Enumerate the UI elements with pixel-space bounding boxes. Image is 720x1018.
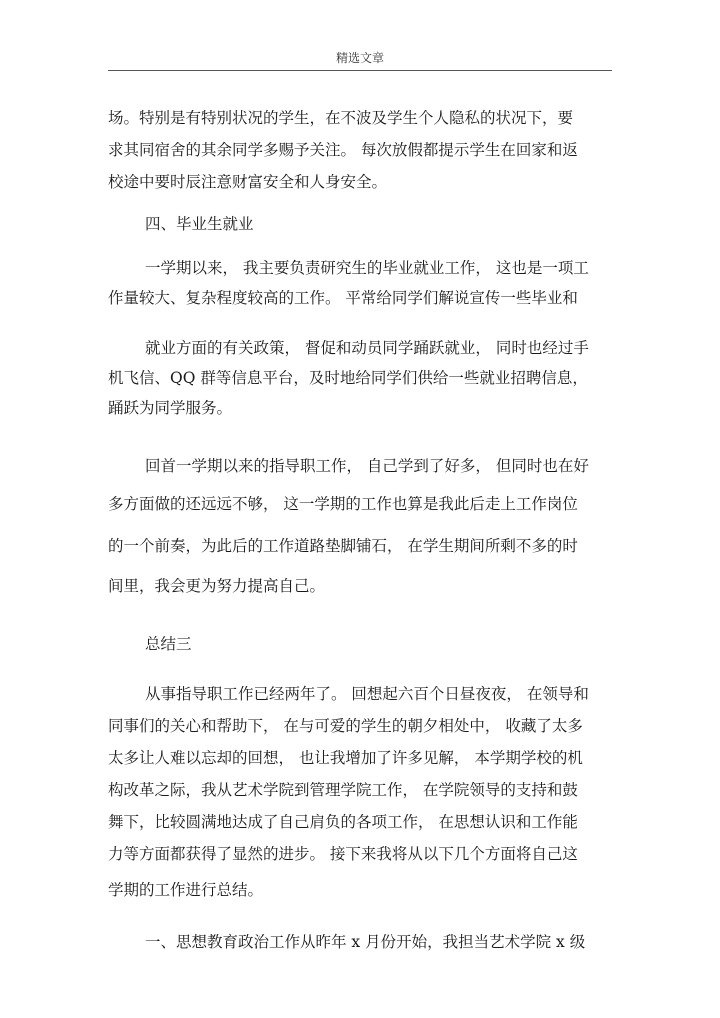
text-line: 从事指导职工作已经两年了。 回想起六百个日昼夜夜， 在领导和 bbox=[145, 685, 589, 703]
text-line: 就业方面的有关政策， 督促和动员同学踊跃就业， 同时也经过手 bbox=[145, 339, 589, 357]
section-heading: 四、毕业生就业 bbox=[145, 215, 254, 233]
text-line: 一学期以来， 我主要负责研究生的毕业就业工作， 这也是一项工 bbox=[145, 259, 589, 277]
text-line: 太多让人难以忘却的回想， 也让我增加了许多见解， 本学期学校的机 bbox=[108, 749, 583, 767]
text-line: 回首一学期以来的指导职工作， 自己学到了好多， 但同时也在好 bbox=[145, 457, 589, 475]
page-header bbox=[108, 48, 612, 71]
text-line: 舞下，比较圆满地达成了自己肩负的各项工作， 在思想认识和工作能 bbox=[108, 813, 578, 831]
text-line: 构改革之际，我从艺术学院到管理学院工作， 在学院领导的支持和鼓 bbox=[108, 781, 578, 799]
text-line: 踊跃为同学服务。 bbox=[108, 399, 233, 417]
text-line: 力等方面都获得了显然的进步。 接下来我将从以下几个方面将自己这 bbox=[108, 845, 578, 863]
text-line: 求其同宿舍的其余同学多赐予关注。 每次放假都提示学生在回家和返 bbox=[108, 141, 578, 159]
text-line: 同事们的关心和帮助下， 在与可爱的学生的朝夕相处中， 收藏了太多 bbox=[108, 717, 583, 735]
text-line: 作量较大、复杂程度较高的工作。 平常给同学们解说宣传一些毕业和 bbox=[108, 289, 578, 307]
text-line: 多方面做的还远远不够， 这一学期的工作也算是我此后走上工作岗位 bbox=[108, 495, 578, 513]
text-line: 机飞信、QQ 群等信息平台，及时地给同学们供给一些就业招聘信息， bbox=[108, 369, 588, 387]
text-line: 校途中要时辰注意财富安全和人身安全。 bbox=[108, 173, 388, 191]
text-line: 间里，我会更为努力提高自己。 bbox=[108, 577, 326, 595]
text-line: 场。特别是有特别状况的学生，在不波及学生个人隐私的状况下，要 bbox=[108, 109, 574, 127]
text-line: 的一个前奏，为此后的工作道路垫脚铺石， 在学生期间所剩不多的时 bbox=[108, 537, 578, 555]
section-heading: 总结三 bbox=[145, 635, 192, 653]
text-line: 一、思想教育政治工作从昨年 x 月份开始，我担当艺术学院 x 级 bbox=[145, 933, 586, 951]
header-title: 精选文章 bbox=[335, 51, 384, 65]
text-line: 学期的工作进行总结。 bbox=[108, 881, 264, 899]
